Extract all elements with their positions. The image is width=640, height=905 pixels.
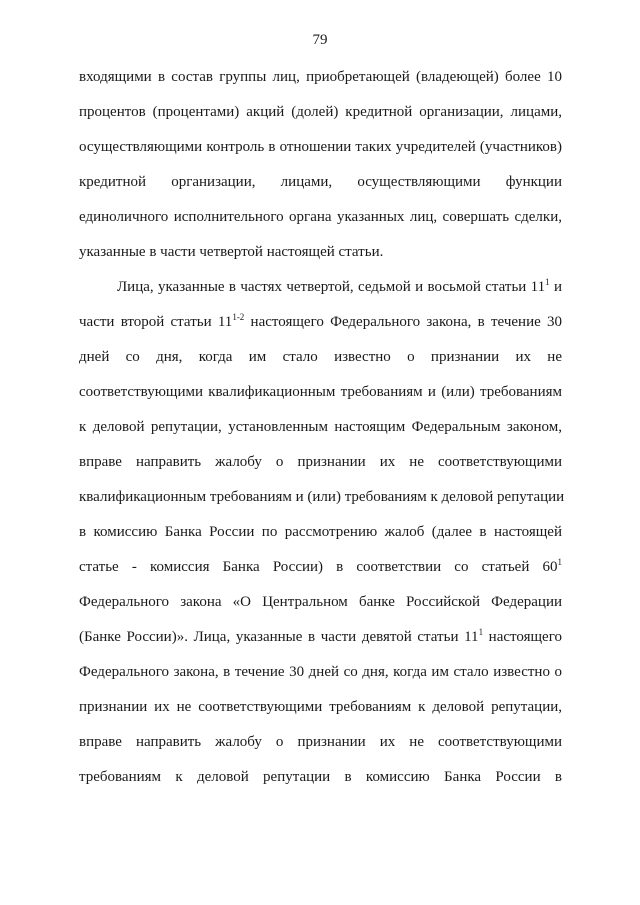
text-line: входящими в состав группы лиц, приобретающей (владеющей) более 10 [79,69,562,85]
page-number: 79 [312,32,328,48]
text-run: Лица, указанные в частях четвертой, седьмой и восьмой статьи 11 [117,279,546,295]
text-line: единоличного исполнительного органа указанных лиц, совершать сделки, [79,209,562,225]
text-run: части второй статьи 11 [79,314,233,330]
text-run: (Банке России)». Лица, указанные в части девятой статьи 11 [79,629,479,645]
text-line: признании их не соответствующими требованиям к деловой репутации, [79,699,562,715]
text-line [79,557,562,577]
text-run: настоящего Федерального закона, в течение 30 [244,314,562,330]
text-line: Федерального закона «О Центральном банке Российской Федерации [79,594,562,610]
text-run: и [549,279,562,295]
text-line: Федерального закона, в течение 30 дней со дня, когда им стало известно о [79,664,562,680]
text-line [79,627,562,647]
text-line: процентов (процентами) акций (долей) кредитной организации, лицами, [79,104,562,120]
text-line: осуществляющими контроль в отношении таких учредителей (участников) [79,139,562,155]
text-line: соответствующими квалификационным требованиям и (или) требованиям [79,384,562,400]
text-run: настоящего [483,629,562,645]
text-line [117,277,562,297]
text-line: кредитной организации, лицами, осуществляющими функции [79,174,562,190]
text-line: к деловой репутации, установленным настоящим Федеральным законом, [79,419,562,435]
text-line: вправе направить жалобу о признании их не соответствующими [79,734,562,750]
text-line: дней со дня, когда им стало известно о признании их не [79,349,562,365]
superscript: 1 [478,627,484,637]
superscript: 1 [545,277,550,287]
superscript: 1-2 [232,312,245,322]
text-run: статье - комиссия Банка России) в соответствии со статьей 60 [79,559,558,575]
superscript: 1 [557,557,562,567]
text-line: требованиям к деловой репутации в комиссию Банка России в [79,769,562,785]
text-line: квалификационным требованиям и (или) требованиям к деловой репутации [79,489,565,505]
text-line: в комиссию Банка России по рассмотрению жалоб (далее в настоящей [79,524,562,540]
text-line: вправе направить жалобу о признании их не соответствующими [79,454,562,470]
text-line: указанные в части четвертой настоящей статьи. [79,244,384,260]
text-line [79,312,562,332]
